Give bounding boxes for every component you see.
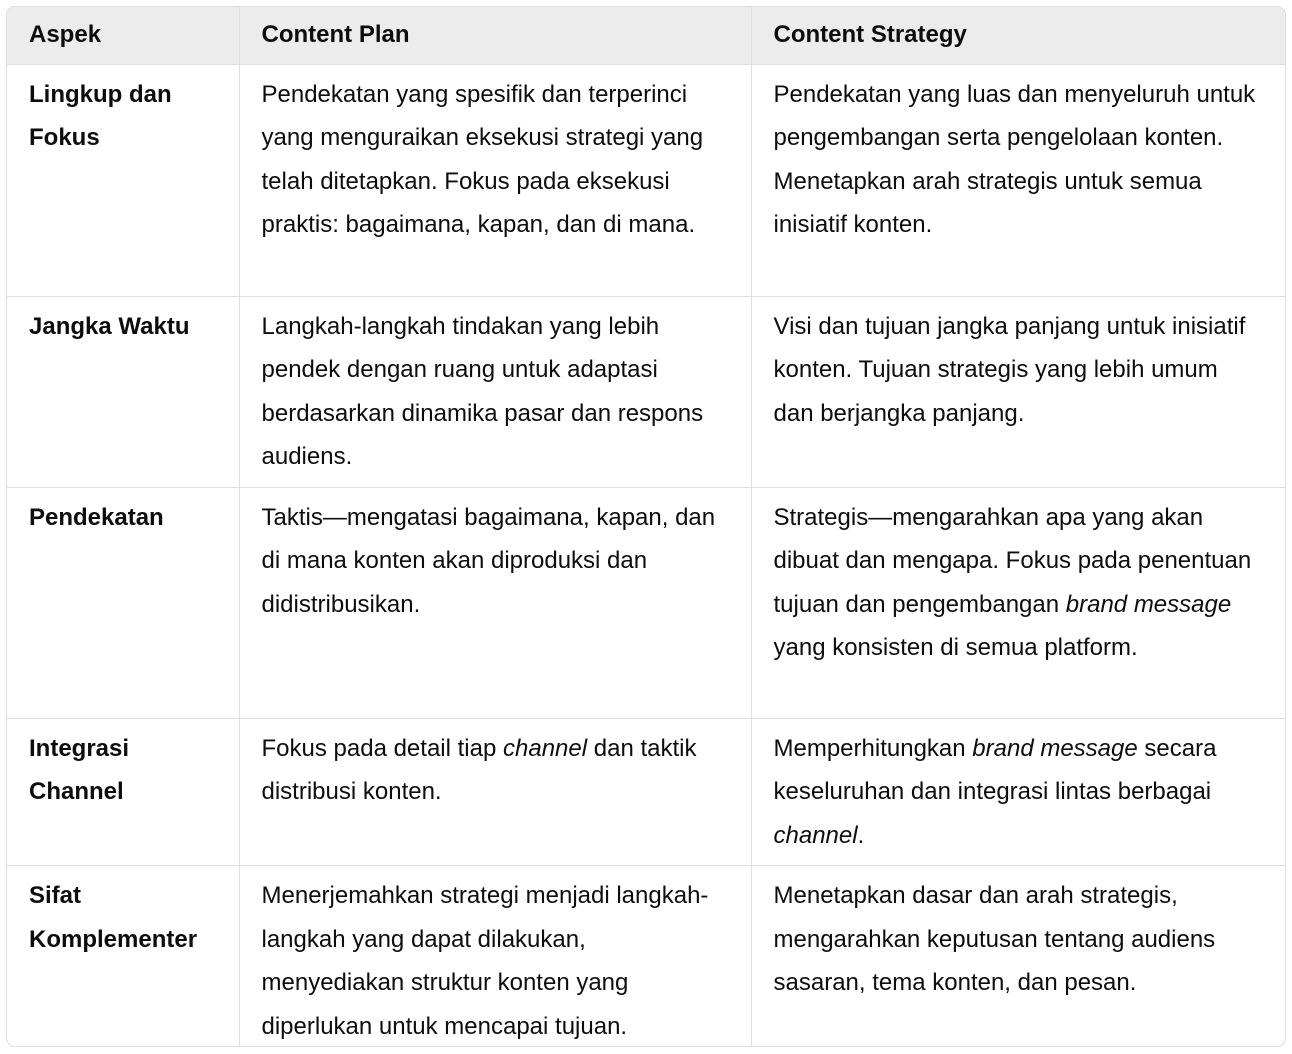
aspect-cell: Sifat Komplementer (29, 882, 198, 953)
header-content-plan: Content Plan (239, 7, 751, 64)
content-strategy-cell: Pendekatan yang luas dan menyeluruh untuk pengembangan serta pengelolaan konten. Menetapkan arah strategis untuk semua inisiatif konten. (751, 64, 1285, 296)
comparison-table (7, 7, 1285, 1047)
table-row (7, 487, 1285, 718)
table-row (7, 64, 1285, 296)
content-strategy-cell (751, 718, 1285, 866)
content-plan-cell: Menerjemahkan strategi menjadi langkah-langkah yang dapat dilakukan, menyediakan struktur konten yang diperlukan untuk mencapai tujuan. (239, 866, 751, 1048)
cell-text: Memperhitungkan (773, 734, 973, 762)
header-content-strategy: Content Strategy (751, 7, 1285, 64)
table-header-row (7, 7, 1285, 64)
content-plan-cell: Langkah-langkah tindakan yang lebih pendek dengan ruang untuk adaptasi berdasarkan dinamika pasar dan respons audiens. (239, 296, 751, 487)
table-row (7, 718, 1285, 866)
cell-text: dan taktik distribusi konten. (261, 734, 697, 805)
cell-text: Fokus pada detail tiap (261, 734, 503, 762)
content-strategy-cell: Menetapkan dasar dan arah strategis, mengarahkan keputusan tentang audiens sasaran, tema konten, dan pesan. (751, 866, 1285, 1048)
cell-italic-text: channel (773, 821, 858, 849)
aspect-cell: Integrasi Channel (7, 718, 239, 866)
aspect-cell: Lingkup dan Fokus (7, 64, 239, 296)
cell-italic-text: brand message (972, 734, 1138, 762)
cell-italic-text: channel (503, 734, 588, 762)
content-strategy-cell (751, 487, 1285, 718)
table-row (7, 296, 1285, 487)
content-plan-cell: Pendekatan yang spesifik dan terperinci yang menguraikan eksekusi strategi yang telah ditetapkan. Fokus pada eksekusi praktis: bagaimana, kapan, dan di mana. (239, 64, 751, 296)
content-plan-cell: Taktis—mengatasi bagaimana, kapan, dan di mana konten akan diproduksi dan didistribusikan. (239, 487, 751, 718)
comparison-table-container (6, 6, 1286, 1047)
table-row (7, 866, 1285, 1048)
cell-text: . (857, 821, 865, 849)
cell-text: yang konsisten di semua platform. (773, 634, 1138, 661)
aspect-cell: Pendekatan (7, 487, 239, 718)
cell-text: secara keseluruhan dan integrasi lintas berbagai (773, 734, 1217, 805)
content-plan-cell (239, 718, 751, 866)
cell-text: Strategis—mengarahkan apa yang akan dibuat dan mengapa. Fokus pada penentuan tujuan dan pengembangan (773, 503, 1252, 618)
aspect-cell: Jangka Waktu (7, 296, 239, 487)
header-aspect: Aspek (7, 7, 239, 64)
content-strategy-cell: Visi dan tujuan jangka panjang untuk inisiatif konten. Tujuan strategis yang lebih umum dan berjangka panjang. (751, 296, 1285, 487)
cell-italic-text: brand message (1065, 590, 1232, 618)
